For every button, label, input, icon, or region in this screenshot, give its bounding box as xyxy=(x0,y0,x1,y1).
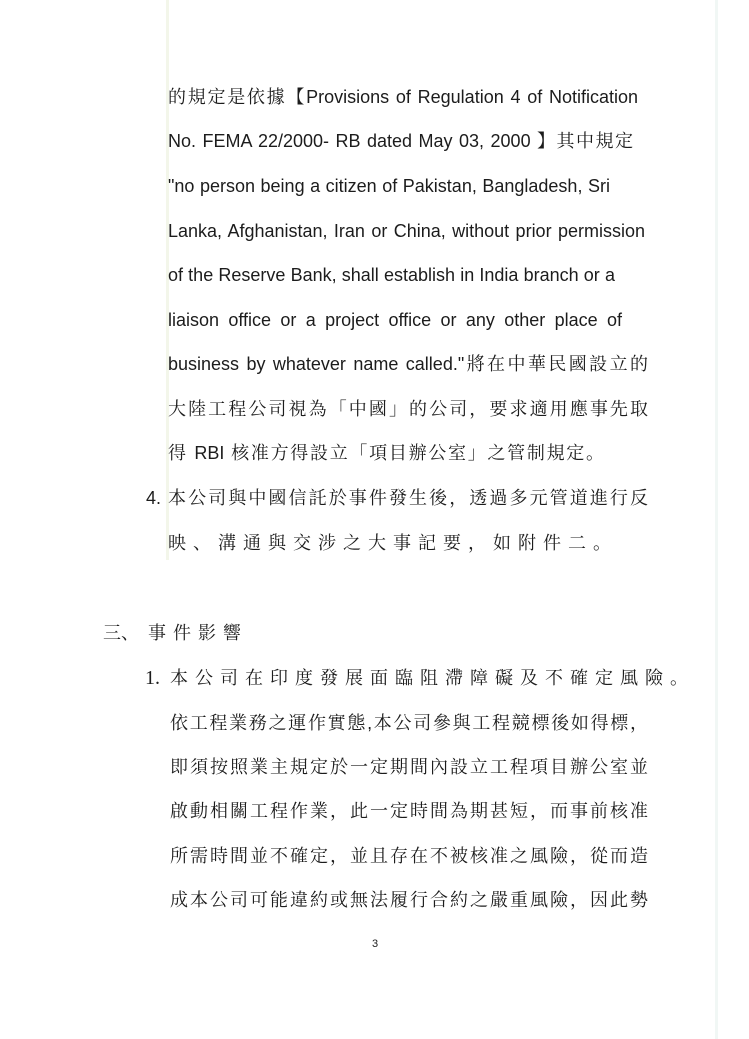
text-line: 成本公司可能違約或無法履行合約之嚴重風險，因此勢 xyxy=(170,890,648,910)
text-line: 啟動相關工程作業，此一定時間為期甚短，而事前核准 xyxy=(170,801,648,821)
scan-edge-line xyxy=(715,0,718,1039)
text-line: "no person being a citizen of Pakistan, Bangladesh, Sri xyxy=(168,176,610,196)
text-line: 所需時間並不確定，並且存在不被核准之風險，從而造 xyxy=(170,846,648,866)
list-number: 1. xyxy=(145,667,160,689)
text-line: 的規定是依據【Provisions of Regulation 4 of Notification xyxy=(168,87,638,107)
page-number: 3 xyxy=(372,938,379,950)
text-line: 得 RBI 核准方得設立「項目辦公室」之管制規定。 xyxy=(168,443,604,463)
text-line: Lanka, Afghanistan, Iran or China, without prior permission xyxy=(168,221,645,241)
section-title: 事件影響 xyxy=(148,623,248,643)
section-number: 三、 xyxy=(103,623,139,643)
text-line: No. FEMA 22/2000- RB dated May 03, 2000 】其中規定 xyxy=(168,131,633,151)
item-title: 本公司在印度發展面臨阻滯障礙及不確定風險。 xyxy=(170,668,695,688)
text-line: liaison office or a project office or any other place of xyxy=(168,310,622,330)
text-line: 即須按照業主規定於一定期間內設立工程項目辦公室並 xyxy=(170,757,648,777)
text-line: 大陸工程公司視為「中國」的公司，要求適用應事先取 xyxy=(168,399,648,419)
text-line: 本公司與中國信託於事件發生後，透過多元管道進行反 xyxy=(168,488,648,508)
list-number: 4. xyxy=(146,488,162,508)
text-line: of the Reserve Bank, shall establish in India branch or a xyxy=(168,265,615,285)
text-line: 依工程業務之運作實態,本公司參與工程競標後如得標， xyxy=(170,713,648,733)
text-line: business by whatever name called."將在中華民國設立的 xyxy=(168,354,648,374)
text-line: 映、溝通與交涉之大事記要，如附件二。 xyxy=(168,533,618,553)
